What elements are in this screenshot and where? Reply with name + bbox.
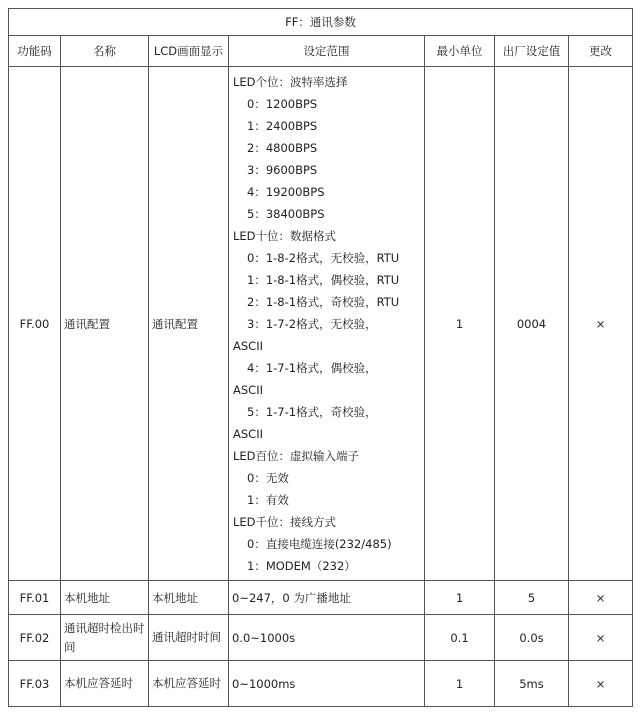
range-line: LED个位：波特率选择 [233,75,348,89]
cell-change: × [569,581,633,615]
cell-name: 通讯超时检出时间 [61,615,149,661]
range-line: LED千位：接线方式 [233,515,337,529]
range-line: 3：9600BPS [247,163,318,177]
range-line: 5：38400BPS [247,207,325,221]
cell-range: 0~1000ms [229,661,425,707]
table-title-row [9,9,633,36]
range-line: 1：MODEM（232） [247,559,356,573]
range-line: 2：4800BPS [247,141,318,155]
header-min-unit: 最小单位 [425,36,495,67]
cell-min-unit: 1 [425,67,495,581]
cell-default: 0004 [495,67,569,581]
range-line: ASCII [233,427,263,441]
cell-default: 5ms [495,661,569,707]
table-row [9,67,633,581]
cell-name: 本机应答延时 [61,661,149,707]
cell-default: 5 [495,581,569,615]
range-line: 5：1-7-1格式，奇校验， [247,405,377,419]
cell-min-unit: 1 [425,661,495,707]
cell-lcd: 本机应答延时 [149,661,229,707]
header-name: 名称 [61,36,149,67]
cell-name: 本机地址 [61,581,149,615]
parameter-table [8,8,633,707]
cell-range: 0~247，0 为广播地址 [229,581,425,615]
range-line: LED十位：数据格式 [233,229,337,243]
cell-default: 0.0s [495,615,569,661]
range-line: ASCII [233,383,263,397]
cell-code: FF.00 [9,67,61,581]
cell-change: × [569,67,633,581]
range-line: 0：直接电缆连接(232/485) [247,537,392,551]
cell-lcd: 本机地址 [149,581,229,615]
header-lcd: LCD画面显示 [149,36,229,67]
range-line: 0：1-8-2格式，无校验，RTU [247,251,400,265]
table-title: FF：通讯参数 [9,9,633,36]
range-line: 0：无效 [247,471,289,485]
cell-min-unit: 1 [425,581,495,615]
cell-change: × [569,615,633,661]
cell-code: FF.01 [9,581,61,615]
range-line: 4：1-7-1格式，偶校验， [247,361,377,375]
cell-change: × [569,661,633,707]
cell-code: FF.02 [9,615,61,661]
range-line: 1：有效 [247,493,289,507]
range-line: 1：1-8-1格式，偶校验，RTU [247,273,400,287]
range-line: 0：1200BPS [247,97,318,111]
table-row [9,661,633,707]
range-line: ASCII [233,339,263,353]
table-row [9,581,633,615]
cell-lcd: 通讯配置 [149,67,229,581]
cell-min-unit: 0.1 [425,615,495,661]
range-line: 3：1-7-2格式，无校验， [247,317,377,331]
header-range: 设定范围 [229,36,425,67]
range-line: 1：2400BPS [247,119,318,133]
header-change: 更改 [569,36,633,67]
range-line: 2：1-8-1格式，奇校验，RTU [247,295,400,309]
range-line: 4：19200BPS [247,185,325,199]
cell-code: FF.03 [9,661,61,707]
table-row [9,615,633,661]
cell-lcd: 通讯超时时间 [149,615,229,661]
header-row [9,36,633,67]
header-code: 功能码 [9,36,61,67]
cell-name: 通讯配置 [61,67,149,581]
cell-range: 0.0~1000s [229,615,425,661]
header-default: 出厂设定值 [495,36,569,67]
cell-range [229,67,425,581]
range-line: LED百位：虚拟输入端子 [233,449,360,463]
